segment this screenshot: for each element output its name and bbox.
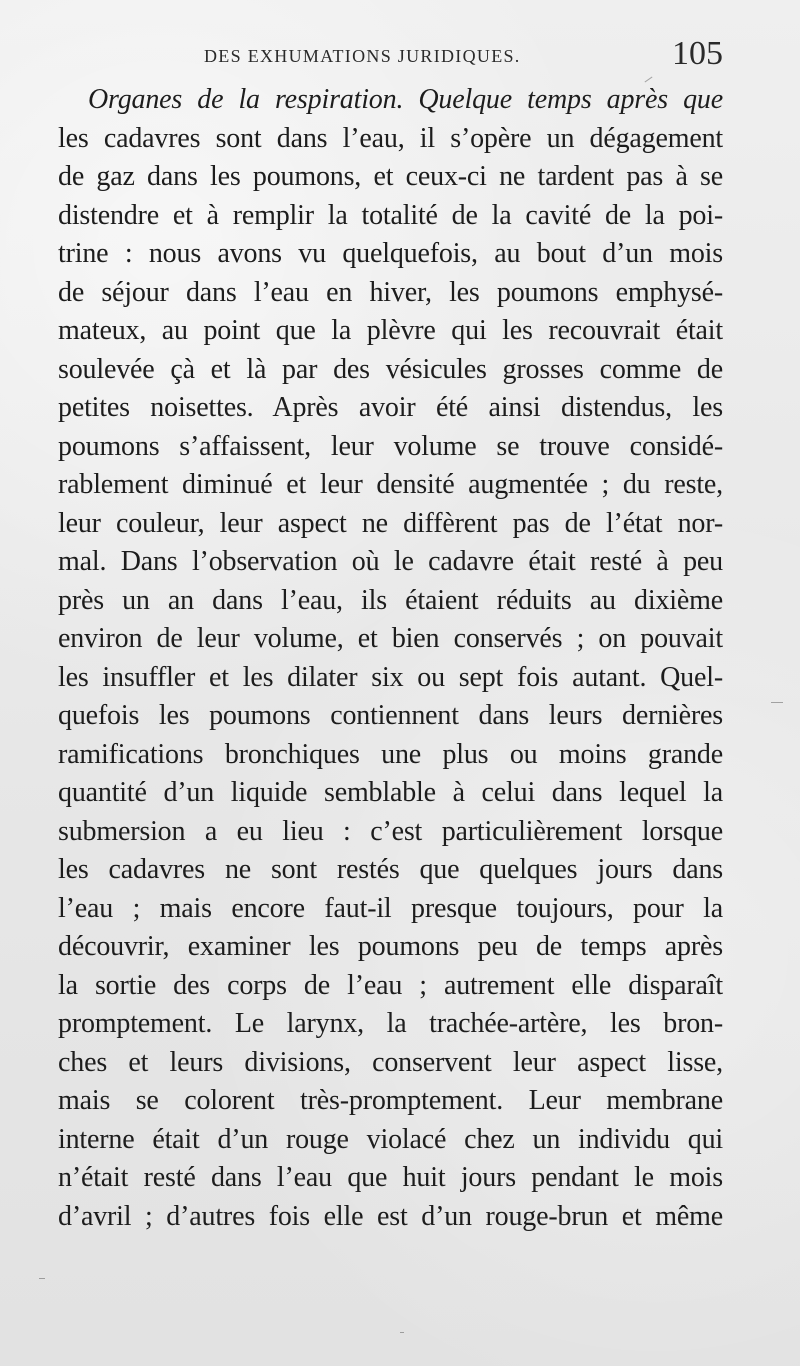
text-line: la sortie des corps de l’eau ; autrement elle disparaît xyxy=(58,969,723,1001)
text-line: petites noisettes. Après avoir été ainsi distendus, les xyxy=(58,392,723,423)
text-line: près un an dans l’eau, ils étaient réduits au dixième xyxy=(58,584,723,616)
text-line: les cadavres sont dans l’eau, il s’opère un dégagement xyxy=(58,122,723,154)
text-line: soulevée çà et là par des vésicules grosses comme de xyxy=(58,353,723,385)
text-line: environ de leur volume, et bien conservés ; on pouvait xyxy=(58,623,723,654)
text-line: Organes de la respiration. Quelque temps après que xyxy=(88,84,723,115)
page-number: 105 xyxy=(672,35,723,72)
text-line: mateux, au point que la plèvre qui les recouvrait était xyxy=(58,315,723,346)
body-text xyxy=(58,81,723,1236)
text-line: les insuffler et les dilater six ou sept fois autant. Quel- xyxy=(58,661,723,693)
text-line: découvrir, examiner les poumons peu de temps après xyxy=(58,931,723,962)
text-line: les cadavres ne sont restés que quelques jours dans xyxy=(58,854,723,885)
text-line: d’avril ; d’autres fois elle est d’un rouge-brun et même xyxy=(58,1200,723,1232)
scan-mark xyxy=(39,1278,45,1279)
scan-mark xyxy=(400,1332,404,1333)
text-line: interne était d’un rouge violacé chez un individu qui xyxy=(58,1123,723,1155)
scan-mark xyxy=(771,702,783,703)
text-line: rablement diminué et leur densité augmentée ; du reste, xyxy=(58,469,723,500)
text-line: de séjour dans l’eau en hiver, les poumons emphysé- xyxy=(58,276,723,308)
text-line: promptement. Le larynx, la trachée-artère, les bron- xyxy=(58,1008,723,1039)
text-line: de gaz dans les poumons, et ceux-ci ne tardent pas à se xyxy=(58,161,723,192)
text-line: mais se colorent très-promptement. Leur membrane xyxy=(58,1085,723,1116)
text-line: distendre et à remplir la totalité de la cavité de la poi- xyxy=(58,199,723,231)
text-line: submersion a eu lieu : c’est particulièrement lorsque xyxy=(58,815,723,847)
text-line: n’était resté dans l’eau que huit jours pendant le mois xyxy=(58,1162,723,1193)
text-line: leur couleur, leur aspect ne diffèrent pas de l’état nor- xyxy=(58,507,723,539)
text-line: mal. Dans l’observation où le cadavre était resté à peu xyxy=(58,546,723,577)
text-line: poumons s’affaissent, leur volume se trouve considé- xyxy=(58,430,723,462)
text-line: quantité d’un liquide semblable à celui dans lequel la xyxy=(58,777,723,808)
text-line: ramifications bronchiques une plus ou moins grande xyxy=(58,738,723,770)
text-line: trine : nous avons vu quelquefois, au bout d’un mois xyxy=(58,238,723,269)
running-head: DES EXHUMATIONS JURIDIQUES. xyxy=(204,46,521,66)
text-line: l’eau ; mais encore faut-il presque toujours, pour la xyxy=(58,892,723,924)
text-line: quefois les poumons contiennent dans leurs dernières xyxy=(58,700,723,731)
text-line: ches et leurs divisions, conservent leur aspect lisse, xyxy=(58,1046,723,1078)
